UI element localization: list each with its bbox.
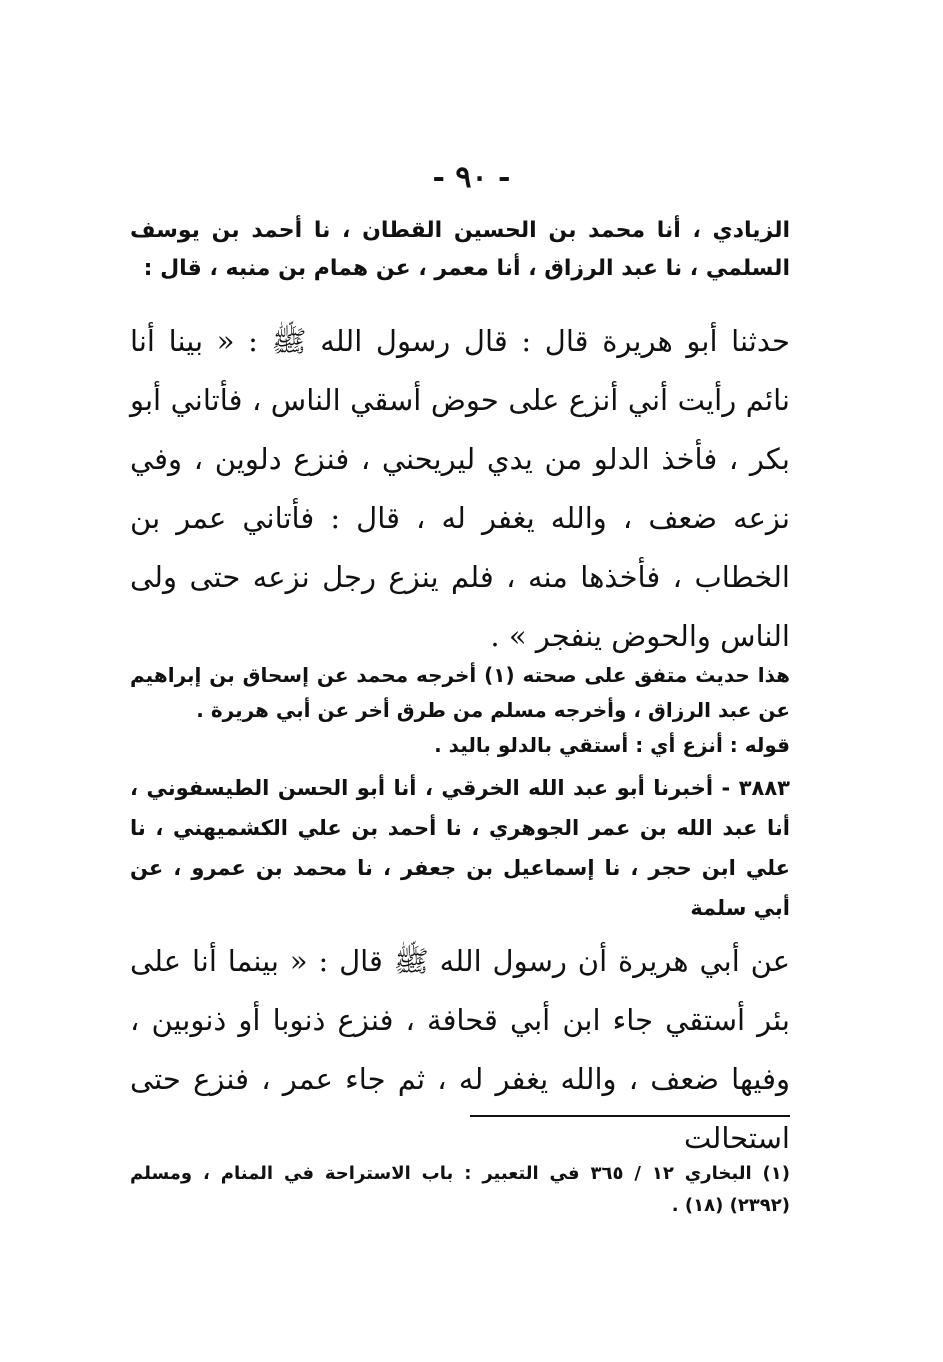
- hadith-text-1: حدثنا أبو هريرة قال : قال رسول الله ﷺ : « بينا أنا نائم رأيت أني أنزع على حوض أسقي الناس ، فأتاني أبو بكر ، فأخذ الدلو من يدي ليريحني ، فنزع دلوين ، وفي نزعه ضعف ، والله يغفر له ، قال : فأتاني عمر بن الخطاب ، فأخذها منه ، فلم ينزع رجل نزعه حتى ولى الناس والحوض ينفجر » .: [130, 324, 790, 653]
- isnad-paragraph-1: الزيادي ، أنا محمد بن الحسين القطان ، نا أحمد بن يوسف السلمي ، نا عبد الرزاق ، أنا معمر ، عن همام بن منبه ، قال :: [130, 218, 790, 281]
- footnote-divider: [470, 1115, 790, 1117]
- commentary-paragraph: هذا حديث متفق على صحته (١) أخرجه محمد عن إسحاق بن إبراهيم عن عبد الرزاق ، وأخرجه مسلم من طرق أخر عن أبي هريرة .: [130, 663, 790, 722]
- explanation-line: قوله : أنزع أي : أستقي بالدلو باليد .: [434, 733, 790, 757]
- page-number: - ٩٠ -: [432, 160, 511, 195]
- footnote: (١) البخاري ١٢ / ٣٦٥ في التعبير : باب الاستراحة في المنام ، ومسلم (٢٣٩٢) (١٨) .: [130, 1163, 790, 1216]
- hadith-text-2: عن أبي هريرة أن رسول الله ﷺ قال : « بينما أنا على بئر أستقي جاء ابن أبي قحافة ، فنزع ذنوبا أو ذنوبين ، وفيها ضعف ، والله يغفر له ، ثم جاء عمر ، فنزع حتى استحالت: [130, 944, 790, 1155]
- isnad-paragraph-2: ٣٨٨٣ - أخبرنا أبو عبد الله الخرقي ، أنا أبو الحسن الطيسفوني ، أنا عبد الله بن عمر الجوهري ، نا أحمد بن علي الكشميهني ، نا علي ابن حجر ، نا إسماعيل بن جعفر ، نا محمد بن عمرو ، عن أبي سلمة: [130, 776, 790, 920]
